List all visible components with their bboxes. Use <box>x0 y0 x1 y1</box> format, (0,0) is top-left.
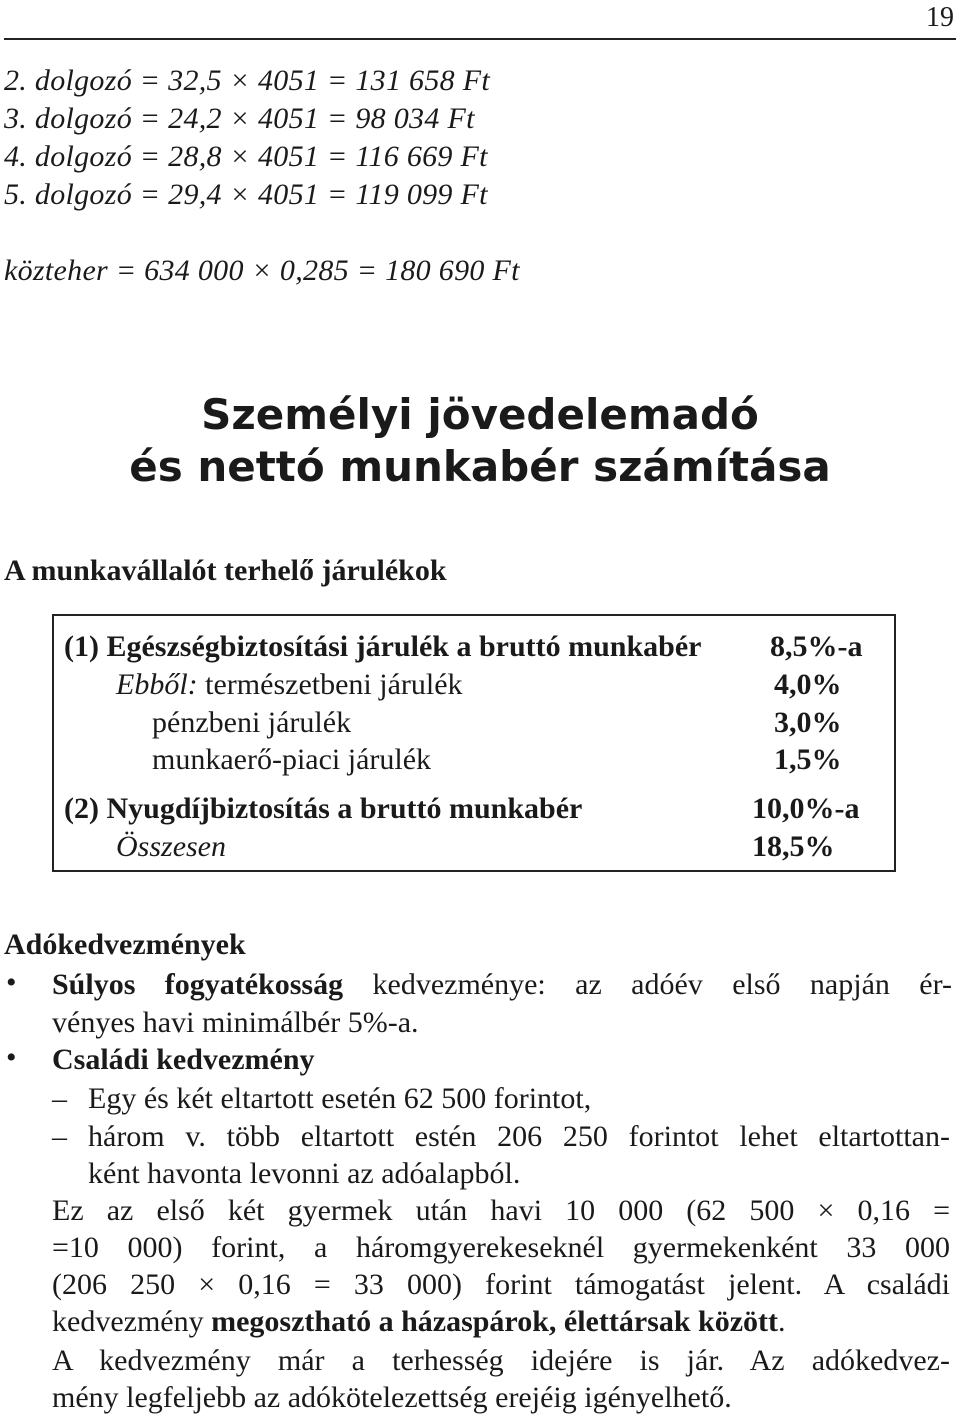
bullet1-line1 <box>52 966 952 1003</box>
para1-line2: =10 000) forint, a háromgyerekeseknél gyermekenként 33 000 <box>52 1231 950 1264</box>
bullet1-rest: kedvezménye: az adóév első napján ér- <box>343 968 952 1001</box>
sub3-value: 1,5% <box>774 743 842 776</box>
item1-value: 8,5%-a <box>770 630 863 663</box>
para1-line4-bold: megosztható a házaspárok, élettársak között <box>211 1305 778 1338</box>
sub1-label: természetbeni járulék <box>205 668 463 701</box>
para2-line1: A kedvezmény már a terhesség idejére is jár. Az adókedvez- <box>52 1344 950 1377</box>
calc-line-5: 5. dolgozó = 29,4 × 4051 = 119 099 Ft <box>4 178 488 211</box>
bullet-dot-2: • <box>6 1041 17 1074</box>
bullet-dot-1: • <box>6 966 17 999</box>
page-title-line1: Személyi jövedelemadó <box>201 390 759 439</box>
calc-line-2: 2. dolgozó = 32,5 × 4051 = 131 658 Ft <box>4 64 491 97</box>
total-label: Összesen <box>116 830 226 863</box>
para2-line2: mény legfeljebb az adókötelezettség erejéig igényelhető. <box>52 1381 732 1414</box>
item2-value: 10,0%-a <box>752 792 860 825</box>
ebbol-prefix: Ebből: <box>116 668 198 701</box>
para1-line1: Ez az első két gyermek után havi 10 000 (62 500 × 0,16 = <box>52 1194 950 1227</box>
page-number: 19 <box>926 2 954 33</box>
calc-line-4: 4. dolgozó = 28,8 × 4051 = 116 669 Ft <box>4 140 488 173</box>
sub2-value: 3,0% <box>774 706 842 739</box>
para1-line4-pre: kedvezmény <box>52 1305 212 1338</box>
dash1-text: Egy és két eltartott esetén 62 500 forintot, <box>88 1082 592 1115</box>
sub3-label: munkaerő-piaci járulék <box>152 743 432 776</box>
dash-mark-2: – <box>52 1120 67 1153</box>
para1-line3: (206 250 × 0,16 = 33 000) forint támogatást jelent. A családi <box>52 1268 950 1301</box>
bullet1-bold: Súlyos fogyatékosság <box>52 968 344 1001</box>
total-value: 18,5% <box>752 830 835 863</box>
item1-label: (1) Egészségbiztosítási járulék a bruttó munkabér <box>64 630 702 663</box>
sub2-label: pénzbeni járulék <box>152 706 352 739</box>
dash-mark-1: – <box>52 1082 67 1115</box>
section-heading-benefits: Adókedvezmények <box>4 928 246 961</box>
header-rule <box>4 38 956 40</box>
ebbol-row <box>116 668 463 702</box>
para1-line4-post: . <box>778 1305 786 1338</box>
para1-line4 <box>52 1303 786 1340</box>
page-title-line2: és nettó munkabér számítása <box>129 442 831 491</box>
sub1-value: 4,0% <box>774 668 842 701</box>
dash2-line1: három v. több eltartott estén 206 250 forintot lehet eltartottan- <box>88 1120 950 1153</box>
calc-line-3: 3. dolgozó = 24,2 × 4051 = 98 034 Ft <box>4 102 475 135</box>
item2-label: (2) Nyugdíjbiztosítás a bruttó munkabér <box>64 792 583 825</box>
section-heading-contributions: A munkavállalót terhelő járulékok <box>4 554 447 587</box>
dash2-line2: ként havonta levonni az adóalapból. <box>88 1157 521 1190</box>
bullet2-bold: Családi kedvezmény <box>52 1043 315 1076</box>
bullet1-line2: vényes havi minimálbér 5%-a. <box>52 1006 419 1039</box>
kozteher-line: közteher = 634 000 × 0,285 = 180 690 Ft <box>4 254 520 287</box>
